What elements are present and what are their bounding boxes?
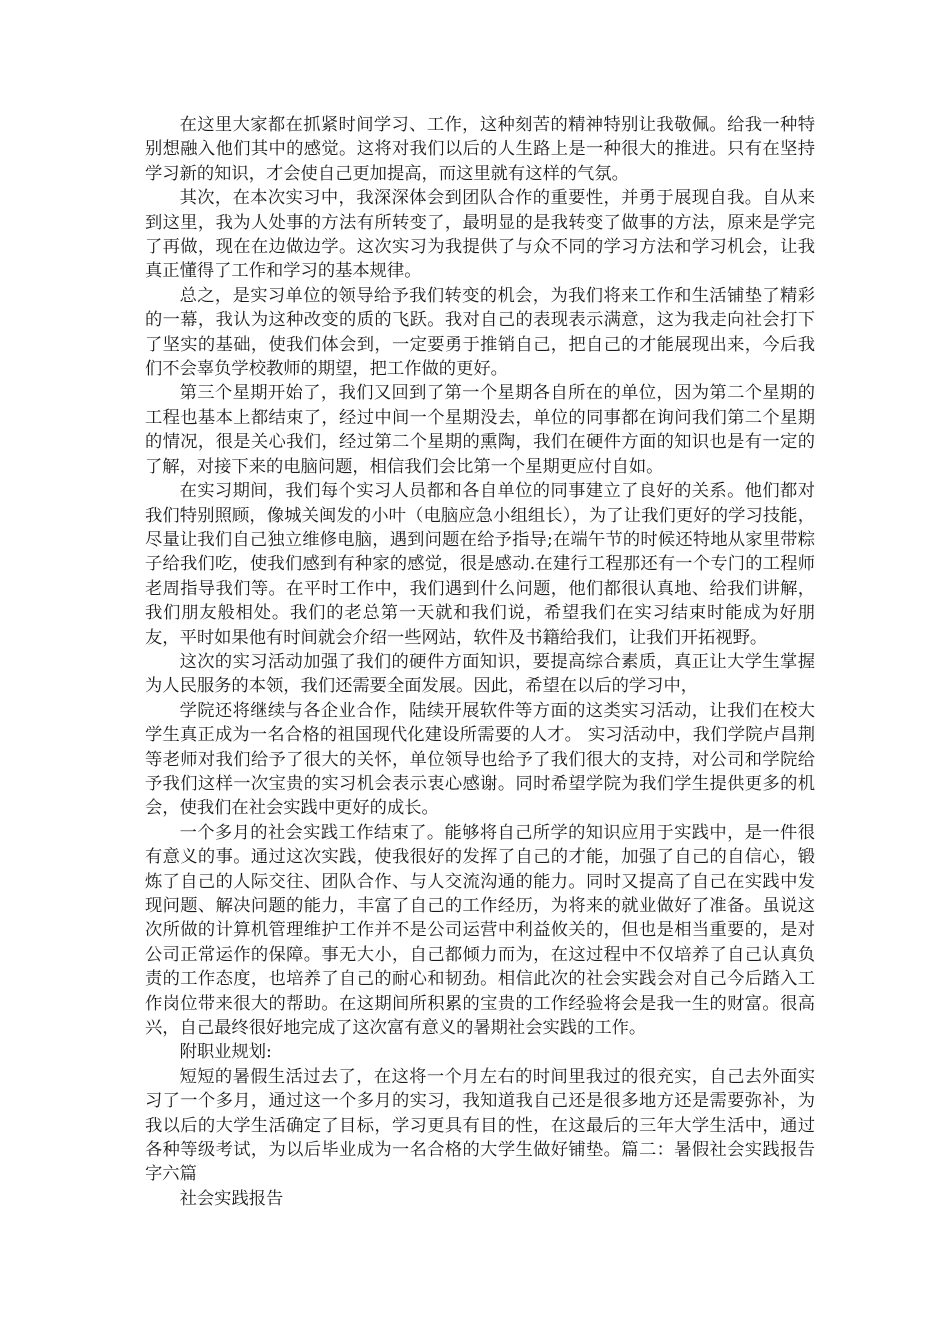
paragraph: 总之，是实习单位的领导给予我们转变的机会，为我们将来工作和生活铺垫了精彩的一幕，我认为这种改变的质的飞跃。我对自己的表现表示满意，这为我走向社会打下了坚实的基础，使我们体会到，一定要勇于推销自己，把自己的才能展现出来，今后我们不会辜负学校教师的期望，把工作做的更好。 bbox=[145, 285, 815, 380]
paragraph: 附职业规划: bbox=[179, 1042, 272, 1063]
paragraph: 社会实践报告 bbox=[179, 1188, 284, 1209]
paragraph: 其次，在本次实习中，我深深体会到团队合作的重要性，并勇于展现自我。自从来到这里，我为人处事的方法有所转变了，最明显的是我转变了做事的方法，原来是学完了再做，现在在边做边学。这次实习为我提供了与众不同的学习方法和学习机会，让我真正懂得了工作和学习的基本规律。 bbox=[145, 188, 815, 282]
paragraph: 这次的实习活动加强了我们的硬件方面知识，要提高综合素质，真正让大学生掌握为人民服务的本领，我们还需要全面发展。因此，希望在以后的学习中， bbox=[145, 651, 815, 697]
paragraph: 第三个星期开始了，我们又回到了第一个星期各自所在的单位，因为第二个星期的工程也基本上都结束了，经过中间一个星期没去，单位的同事都在询问我们第二个星期的情况，很是关心我们，经过第二个星期的熏陶，我们在硬件方面的知识也是有一定的了解，对接下来的电脑问题，相信我们会比第一个星期更应付自如。 bbox=[145, 383, 815, 477]
paragraph: 在实习期间，我们每个实习人员都和各自单位的同事建立了良好的关系。他们都对我们特别照顾，像城关闽发的小叶（电脑应急小组组长），为了让我们更好的学习技能，尽量让我们自己独立维修电脑，遇到问题在给予指导;在端午节的时候还特地从家里带粽子给我们吃，使我们感到有种家的感觉，很是感动.在建行工程那还有一个专门的工程师老周指导我们等。在平时工作中，我们遇到什么问题，他们都很认真地、给我们讲解，我们朋友般相处。我们的老总第一天就和我们说，希望我们在实习结束时能成为好朋友，平时如果他有时间就会介绍一些网站，软件及书籍给我们，让我们开拓视野。 bbox=[145, 481, 815, 648]
paragraph: 一个多月的社会实践工作结束了。能够将自己所学的知识应用于实践中，是一件很有意义的事。通过这次实践，使我很好的发挥了自己的才能，加强了自己的自信心，锻炼了自己的人际交往、团队合作、与人交流沟通的能力。同时又提高了自己在实践中发现问题、解决问题的能力，丰富了自己的工作经历，为将来的就业做好了准备。虽说这次所做的计算机管理维护工作并不是公司运营中利益攸关的，但也是相当重要的，是对公司正常运作的保障。事无大小，自己都倾力而为，在这过程中不仅培养了自己认真负责的工作态度，也培养了自己的耐心和韧劲。相信此次的社会实践会对自己今后踏入工作岗位带来很大的帮助。在这期间所积累的宝贵的工作经验将会是我一生的财富。很高兴，自己最终很好地完成了这次富有意义的暑期社会实践的工作。 bbox=[145, 822, 815, 1039]
paragraph: 短短的暑假生活过去了，在这将一个月左右的时间里我过的很充实，自己去外面实习了一个多月，通过这一个多月的实习，我知道我自己还是很多地方还是需要弥补，为我以后的大学生活确定了目标，学习更具有目的性，在这最后的三年大学生活中，通过各种等级考试，为以后毕业成为一名合格的大学生做好铺垫。篇二：暑假社会实践报告 字六篇 bbox=[145, 1066, 867, 1185]
document-body bbox=[145, 113, 867, 1211]
paragraph: 在这里大家都在抓紧时间学习、工作，这种刻苦的精神特别让我敬佩。给我一种特别想融入他们其中的感觉。这将对我们以后的人生路上是一种很大的推进。只有在坚持学习新的知识，才会使自己更加提高，而这里就有这样的气氛。 bbox=[145, 115, 815, 184]
paragraph: 学院还将继续与各企业合作，陆续开展软件等方面的这类实习活动，让我们在校大学生真正成为一名合格的祖国现代化建设所需要的人才。 实习活动中，我们学院卢昌荆等老师对我们给予了很大的关怀，单位领导也给予了我们很大的支持，对公司和学院给予我们这样一次宝贵的实习机会表示衷心感谢。同时希望学院为我们学生提供更多的机会，使我们在社会实践中更好的成长。 bbox=[145, 700, 815, 819]
